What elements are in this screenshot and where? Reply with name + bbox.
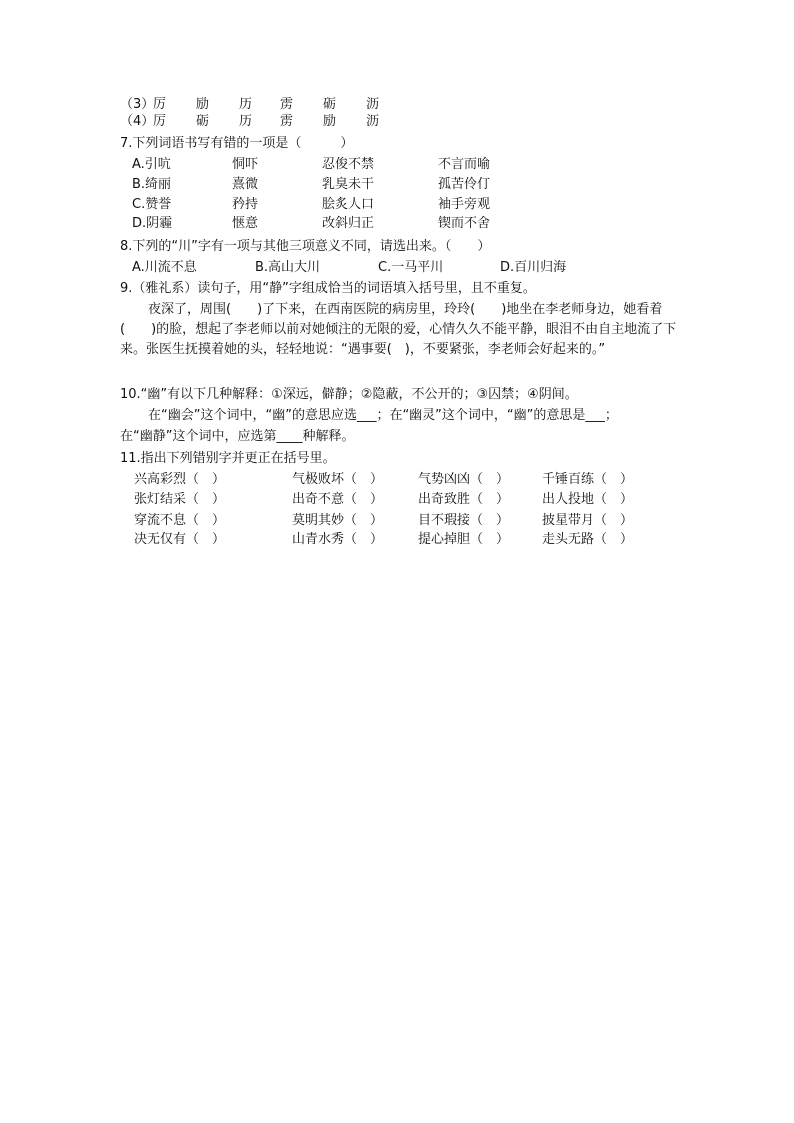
q11-item: 穿流不息（ ） <box>134 513 226 528</box>
q7-word: 不言而喻 <box>438 157 491 172</box>
q11-item: 出人投地（ ） <box>542 492 634 507</box>
q10-line-2: 在“幽会”这个词中，“幽”的意思应选___；在“幽灵”这个词中，“幽”的意思是___； <box>148 408 618 423</box>
q11-item: 气势凶凶（ ） <box>418 472 510 487</box>
q11-item: 提心掉胆（ ） <box>418 532 510 547</box>
q11-item: 千锤百练（ ） <box>542 472 634 487</box>
q7-word: 矜持 <box>232 197 259 212</box>
q8-option-d: D.百川归海 <box>500 260 567 275</box>
q7-word: 孤苦伶仃 <box>438 177 491 192</box>
q11-item: 兴高彩烈（ ） <box>134 472 226 487</box>
q6-char: 励 <box>323 114 337 129</box>
q6-char: 砺 <box>323 97 337 112</box>
q6-char: 沥 <box>366 97 380 112</box>
q9-passage-block <box>120 300 680 360</box>
q6-char: 雳 <box>280 97 294 112</box>
q7-word: 锲而不舍 <box>438 216 491 231</box>
q7-stem: 7.下列词语书写有错的一项是（ ） <box>120 136 354 151</box>
q11-item: 披星带月（ ） <box>542 513 634 528</box>
q8-option-c: C.一马平川 <box>378 260 444 275</box>
q10-stem: 10.“幽”有以下几种解释：①深远，僻静；②隐蔽，不公开的；③囚禁；④阴间。 <box>120 387 578 402</box>
q9-stem: 9.（雅礼系）读句子，用“静”字组成恰当的词语填入括号里，且不重复。 <box>120 281 536 296</box>
q7-word: 改斜归正 <box>322 216 375 231</box>
q6-char: 砺 <box>196 114 210 129</box>
q11-item: 走头无路（ ） <box>542 532 634 547</box>
q11-item: 出奇不意（ ） <box>292 492 384 507</box>
q8-option-b: B.高山大川 <box>255 260 321 275</box>
q8-stem: 8.下列的“川”字有一项与其他三项意义不同，请选出来。（ ） <box>120 239 491 254</box>
q7-option-b: B.绮丽 <box>132 177 172 192</box>
q11-item: 出奇致胜（ ） <box>418 492 510 507</box>
q7-option-d: D.阴霾 <box>132 216 173 231</box>
q7-option-a: A.引吭 <box>132 157 171 172</box>
q6-row-label: （4） <box>120 114 155 129</box>
q11-item: 决无仅有（ ） <box>134 532 226 547</box>
q6-char: 励 <box>196 97 210 112</box>
q6-char: 历 <box>239 114 253 129</box>
q7-word: 袖手旁观 <box>438 197 491 212</box>
q9-passage: 夜深了，周围( )了下来，在西南医院的病房里，玲玲( )地坐在李老师身边，她看着( )的脸，想起了李老师以前对她倾注的无限的爱，心情久久不能平静，眼泪不由自主地流了下来。张医生抚摸着她的头，轻轻地说：“遇事要( )，不要紧张，李老师会好起来的。” <box>120 302 677 357</box>
q11-item: 目不瑕接（ ） <box>418 513 510 528</box>
q7-word: 惬意 <box>232 216 259 231</box>
q7-word: 忍俊不禁 <box>322 157 375 172</box>
q8-option-a: A.川流不息 <box>132 260 197 275</box>
q11-item: 气极败坏（ ） <box>292 472 384 487</box>
q7-word: 恫吓 <box>232 157 259 172</box>
q11-item: 莫明其妙（ ） <box>292 513 384 528</box>
q7-word: 熹微 <box>232 177 259 192</box>
q11-item: 张灯结采（ ） <box>134 492 226 507</box>
q11-stem: 11.指出下列错别字并更正在括号里。 <box>120 451 336 466</box>
q6-char: 历 <box>239 97 253 112</box>
q6-char: 沥 <box>366 114 380 129</box>
q6-char: 雳 <box>280 114 294 129</box>
q7-word: 乳臭未干 <box>322 177 375 192</box>
q6-row-label: （3） <box>120 97 155 112</box>
q10-line-3: 在“幽静”这个词中，应选第____种解释。 <box>120 429 355 444</box>
q7-word: 脍炙人口 <box>322 197 375 212</box>
q11-item: 山青水秀（ ） <box>292 532 384 547</box>
q7-option-c: C.赞誉 <box>132 197 172 212</box>
q6-char: 厉 <box>153 114 167 129</box>
q6-char: 厉 <box>153 97 167 112</box>
